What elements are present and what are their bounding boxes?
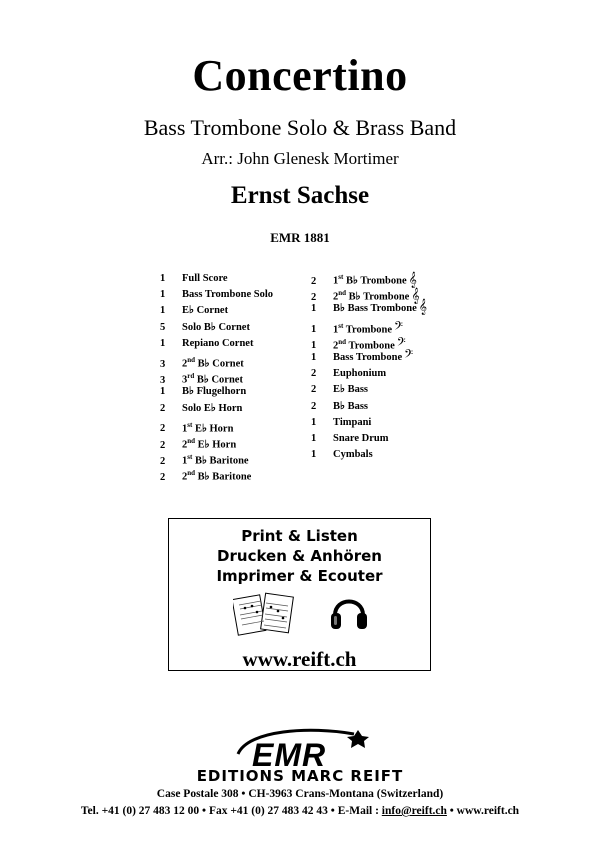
part-quantity: 1 bbox=[311, 324, 317, 336]
part-name: Bass Trombone bbox=[333, 352, 403, 363]
email-link[interactable]: info@reift.ch bbox=[381, 805, 447, 817]
part-quantity: 2 bbox=[160, 439, 166, 451]
part-left-row bbox=[160, 417, 233, 433]
part-name: 2nd B♭ Baritone bbox=[182, 469, 252, 483]
part-right-row bbox=[311, 399, 368, 415]
part-name: 1st E♭ Horn bbox=[182, 420, 234, 435]
bass-clef-icon: 𝄢 bbox=[394, 320, 404, 337]
part-left-row bbox=[160, 336, 253, 352]
part-name: 2nd B♭ Trombone bbox=[333, 289, 410, 303]
composer: Ernst Sachse bbox=[230, 182, 370, 209]
bass-clef-icon: 𝄢 bbox=[404, 348, 414, 364]
part-name: E♭ Cornet bbox=[182, 305, 229, 317]
part-name: 2nd B♭ Cornet bbox=[182, 356, 244, 370]
part-name: 3rd B♭ Cornet bbox=[182, 372, 243, 386]
part-quantity: 2 bbox=[311, 400, 317, 412]
promo-line-3: Imprimer & Ecouter bbox=[216, 567, 383, 585]
part-quantity: 1 bbox=[160, 273, 166, 284]
part-right-row bbox=[311, 301, 427, 317]
part-quantity: 2 bbox=[160, 455, 166, 467]
part-right-row bbox=[311, 318, 404, 337]
part-name: 1st Trombone bbox=[333, 321, 393, 336]
part-right-row bbox=[311, 334, 406, 353]
part-quantity: 2 bbox=[311, 368, 317, 380]
part-right-row bbox=[311, 431, 389, 447]
part-name: B♭ Flugelhorn bbox=[182, 386, 247, 398]
part-name: Bass Trombone Solo bbox=[182, 289, 274, 301]
part-quantity: 1 bbox=[160, 289, 166, 301]
subtitle: Bass Trombone Solo & Brass Band bbox=[143, 115, 457, 140]
part-quantity: 1 bbox=[311, 433, 317, 444]
publisher-name: EDITIONS MARC REIFT bbox=[196, 767, 404, 785]
part-name: Euphonium bbox=[333, 368, 387, 380]
part-left-row bbox=[160, 368, 243, 384]
part-name: Timpani bbox=[333, 416, 372, 428]
part-name: E♭ Bass bbox=[333, 384, 369, 396]
part-quantity: 1 bbox=[311, 449, 317, 461]
contact-website: • www.reift.ch bbox=[446, 805, 520, 817]
part-quantity: 3 bbox=[160, 374, 166, 386]
sheet-music-icon bbox=[233, 589, 295, 639]
part-name: Solo E♭ Horn bbox=[182, 402, 243, 414]
part-left-row bbox=[160, 352, 244, 368]
contact-phone-fax: Tel. +41 (0) 27 483 12 00 • Fax +41 (0) 27 483 42 43 • E-Mail : bbox=[80, 805, 382, 817]
page-title: Concertino bbox=[192, 51, 408, 100]
part-name: Repiano Cornet bbox=[182, 337, 254, 349]
treble-clef-icon: 𝄞 bbox=[418, 299, 428, 316]
part-quantity: 2 bbox=[160, 402, 166, 414]
catalog-number: EMR 1881 bbox=[270, 230, 330, 245]
part-quantity: 2 bbox=[160, 423, 166, 435]
part-quantity: 2 bbox=[160, 471, 166, 483]
part-quantity: 1 bbox=[311, 352, 317, 363]
part-left-row bbox=[160, 320, 250, 336]
part-left-row bbox=[160, 271, 228, 287]
website-link[interactable]: www.reift.ch bbox=[242, 647, 357, 671]
treble-clef-icon: 𝄞 bbox=[411, 287, 420, 304]
part-left-row bbox=[160, 433, 236, 449]
part-right-row bbox=[311, 269, 417, 288]
part-quantity: 1 bbox=[160, 386, 166, 398]
part-quantity: 5 bbox=[160, 321, 166, 333]
part-name: Cymbals bbox=[333, 449, 373, 461]
part-left-row bbox=[160, 465, 251, 481]
treble-clef-icon: 𝄞 bbox=[408, 271, 417, 288]
part-right-row bbox=[311, 447, 373, 463]
promo-line-1: Print & Listen bbox=[241, 527, 358, 545]
part-quantity: 1 bbox=[311, 340, 317, 352]
publisher-address: Case Postale 308 • CH-3963 Crans-Montana (Switzerland) bbox=[156, 788, 444, 800]
part-right-row bbox=[311, 382, 368, 398]
part-name: Snare Drum bbox=[333, 433, 389, 444]
part-name: Solo B♭ Cornet bbox=[182, 321, 250, 333]
part-quantity: 2 bbox=[311, 275, 317, 287]
part-quantity: 1 bbox=[311, 416, 317, 428]
part-left-row bbox=[160, 287, 273, 303]
part-left-row bbox=[160, 401, 242, 417]
emr-logo bbox=[230, 724, 370, 772]
part-left-row bbox=[160, 449, 249, 465]
part-quantity: 2 bbox=[311, 291, 317, 303]
part-quantity: 1 bbox=[160, 337, 166, 349]
part-quantity: 1 bbox=[160, 305, 166, 317]
part-name: 1st B♭ Trombone bbox=[333, 273, 407, 287]
print-listen-box bbox=[168, 518, 431, 671]
part-name: Full Score bbox=[182, 273, 228, 284]
headphones-icon bbox=[329, 589, 369, 633]
part-right-row bbox=[311, 366, 386, 382]
part-right-row bbox=[311, 285, 420, 304]
arranger: Arr.: John Glenesk Mortimer bbox=[201, 149, 399, 168]
emr-logo-text: EMR bbox=[252, 737, 327, 772]
part-right-row bbox=[311, 415, 371, 431]
part-quantity: 1 bbox=[311, 303, 317, 315]
bass-clef-icon: 𝄢 bbox=[396, 336, 406, 353]
part-left-row bbox=[160, 303, 228, 319]
promo-line-2: Drucken & Anhören bbox=[217, 547, 382, 565]
part-left-row bbox=[160, 384, 246, 400]
part-name: B♭ Bass Trombone bbox=[333, 303, 417, 315]
part-quantity: 2 bbox=[311, 384, 317, 396]
part-name: 2nd Trombone bbox=[333, 337, 395, 352]
part-name: 1st B♭ Baritone bbox=[182, 453, 249, 467]
publisher-contact bbox=[0, 805, 600, 817]
part-right-row bbox=[311, 350, 413, 366]
part-name: B♭ Bass bbox=[333, 400, 369, 412]
part-name: 2nd E♭ Horn bbox=[182, 437, 237, 451]
part-quantity: 3 bbox=[160, 358, 166, 370]
